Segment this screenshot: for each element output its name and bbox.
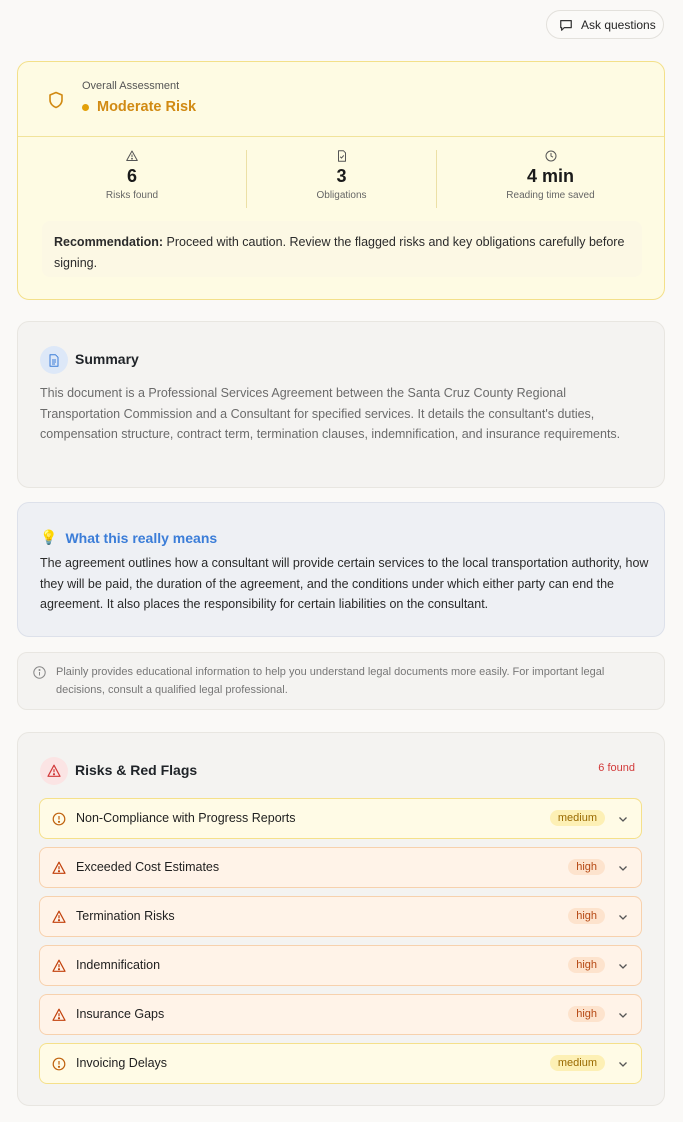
- summary-icon-badge: [40, 346, 68, 374]
- chevron-down-icon: [617, 911, 629, 923]
- risk-label: Indemnification: [76, 958, 161, 972]
- summary-card: [17, 321, 665, 488]
- shield-icon: [48, 91, 64, 109]
- chevron-down-icon: [617, 1058, 629, 1070]
- chat-bubble-icon: [559, 18, 573, 32]
- severity-badge: high: [568, 859, 605, 875]
- clock-icon: [545, 150, 557, 162]
- severity-badge: medium: [550, 1055, 605, 1071]
- warning-icon: [52, 1008, 66, 1022]
- risk-item[interactable]: [39, 1043, 642, 1084]
- stat-value: 3: [336, 166, 347, 186]
- risk-label: Non-Compliance with Progress Reports: [76, 811, 296, 825]
- warning-icon: [52, 910, 66, 924]
- warning-icon: [52, 959, 66, 973]
- risk-label: Invoicing Delays: [76, 1056, 168, 1070]
- stat-label: Risks found: [105, 190, 159, 201]
- stat-obligations: [246, 150, 436, 208]
- severity-badge: high: [568, 908, 605, 924]
- risk-item[interactable]: [39, 847, 642, 888]
- stat-label: Obligations: [316, 190, 367, 201]
- document-check-icon: [336, 150, 348, 162]
- recommendation-text: Proceed with caution. Review the flagged risks and key obligations carefully before signing.: [54, 235, 625, 270]
- info-icon: [33, 666, 46, 679]
- assessment-label: Overall Assessment: [82, 80, 180, 92]
- severity-badge: medium: [550, 810, 605, 826]
- summary-text: This document is a Professional Services Agreement between the Santa Cruz County Regional Transportation Commission and a Consultant for specified services. It details the consultant's duties, compensation structure, contract term, termination clauses, indemnification, and insurance requirements.: [40, 386, 621, 441]
- what-it-means-heading: [40, 529, 217, 546]
- chevron-down-icon: [617, 813, 629, 825]
- risk-item[interactable]: [39, 798, 642, 839]
- assessment-card: [17, 61, 665, 300]
- what-it-means-card: [17, 502, 665, 637]
- stat-value: 4 min: [526, 166, 574, 186]
- assessment-level: [82, 99, 196, 115]
- stat-label: Reading time saved: [506, 190, 595, 201]
- risk-label: Exceeded Cost Estimates: [76, 860, 220, 874]
- risks-icon-badge: [40, 757, 68, 785]
- risks-title: Risks & Red Flags: [75, 762, 198, 778]
- what-it-means-title: What this really means: [65, 529, 218, 546]
- recommendation-box: [42, 221, 642, 277]
- ask-questions-label: Ask questions: [581, 17, 656, 32]
- summary-title: Summary: [75, 351, 139, 367]
- chevron-down-icon: [617, 960, 629, 972]
- disclaimer-text: Plainly provides educational information to help you understand legal documents more easily. For important legal decisions, consult a qualified legal professional.: [56, 666, 605, 696]
- stats-row: [18, 150, 664, 208]
- stat-value: 6: [126, 166, 137, 186]
- chevron-down-icon: [617, 862, 629, 874]
- assessment-header: [18, 62, 664, 137]
- severity-badge: high: [568, 957, 605, 973]
- warning-icon: [47, 764, 61, 778]
- recommendation-label: Recommendation:: [54, 235, 164, 249]
- alert-circle-icon: [52, 812, 66, 826]
- risks-card: [17, 732, 665, 1106]
- document-icon: [48, 354, 60, 367]
- risk-level-dot: [82, 104, 89, 111]
- risk-list: [39, 798, 642, 1092]
- risk-level-text: Moderate Risk: [97, 99, 197, 115]
- risk-label: Insurance Gaps: [76, 1007, 165, 1021]
- disclaimer-box: [17, 652, 665, 710]
- stat-risks: [18, 150, 246, 208]
- chevron-down-icon: [617, 1009, 629, 1021]
- risk-item[interactable]: [39, 994, 642, 1035]
- lightbulb-icon: 💡: [40, 529, 58, 545]
- risk-item[interactable]: [39, 945, 642, 986]
- risks-count: 6 found: [598, 762, 635, 774]
- severity-badge: high: [568, 1006, 605, 1022]
- risk-label: Termination Risks: [76, 909, 175, 923]
- what-it-means-text: The agreement outlines how a consultant will provide certain services to the local transportation authority, how they will be paid, the duration of the agreement, and the conditions under which either party can end the agreement. It also places the responsibility for certain liabilities on the consultant.: [40, 556, 649, 611]
- warning-icon: [126, 150, 138, 162]
- ask-questions-button[interactable]: [546, 10, 664, 39]
- warning-icon: [52, 861, 66, 875]
- alert-circle-icon: [52, 1057, 66, 1071]
- risk-item[interactable]: [39, 896, 642, 937]
- stat-reading-time: [436, 150, 664, 208]
